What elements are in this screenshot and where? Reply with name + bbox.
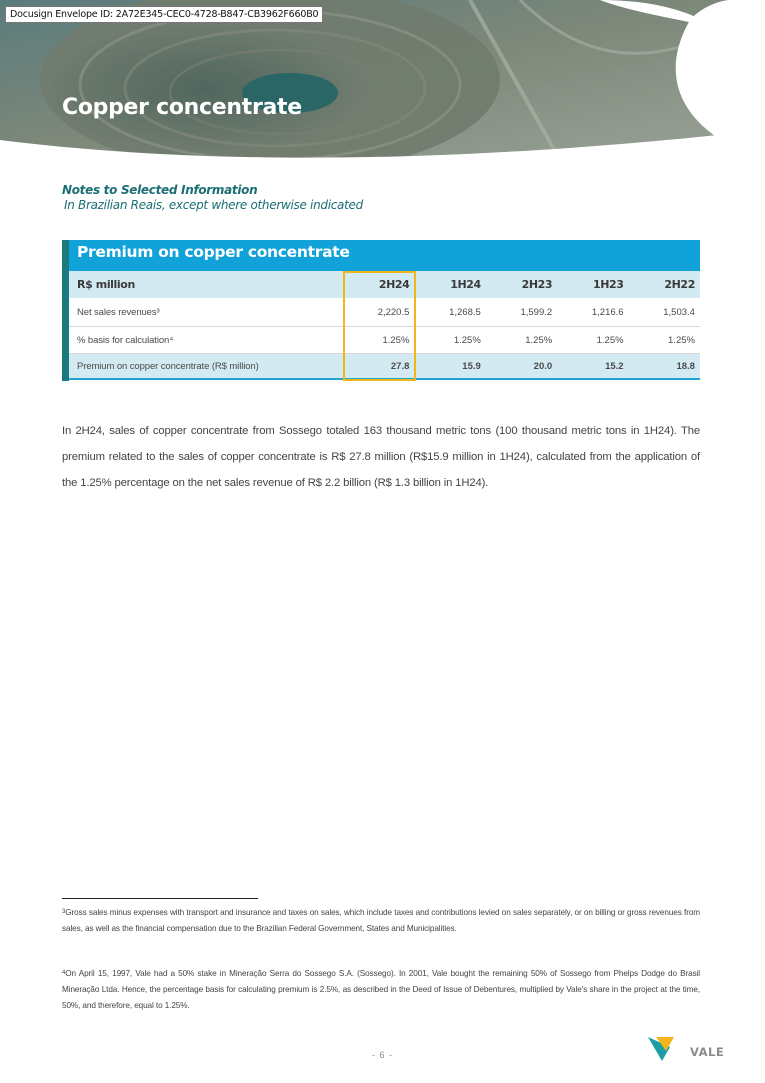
column-header-label: R$ million [77, 278, 135, 291]
table-cell: 1.25% [382, 334, 410, 346]
table-cell: 1,599.2 [520, 306, 553, 318]
footnote-rule [62, 898, 258, 899]
row-label: % basis for calculation⁴ [77, 334, 174, 346]
table-accent-bar [62, 240, 69, 381]
header-banner [0, 0, 765, 160]
table-cell: 1.25% [525, 334, 553, 346]
footnote-text: On April 15, 1997, Vale had a 50% stake in Mineração Serra do Sossego S.A. (Sossego). In 2001, Vale bought the remaining 50% of Sossego from Phelps Dodge do Brasil Mineração Ltda. Hence, the percentage basis for calculating premium is 2.5%, as described in the Deed of Issue of Debentures, multiplied by Vale's share in the project at the time, 50%, and therefore, equal to 1.25%. [62, 969, 700, 1010]
table-cell: 1.25% [668, 334, 695, 346]
row-label: Net sales revenues³ [77, 306, 160, 318]
column-header: 2H22 [664, 278, 695, 291]
footnote-text: Gross sales minus expenses with transport and insurance and taxes on sales, which include taxes and contributions levied on sales separately, or on billing or gross revenues from sales, as well as the financial compensation due to the Brazilian Federal Government, States and Municipalities. [62, 908, 700, 933]
footnote-mark: 4 [62, 970, 66, 976]
footnote-mark: 3 [62, 909, 66, 915]
vale-logo-text: VALE [690, 1045, 725, 1059]
notes-subtitle: In Brazilian Reais, except where otherwise indicated [64, 198, 363, 212]
page-title: Copper concentrate [62, 95, 302, 120]
column-header: 1H24 [450, 278, 481, 291]
table-cell: 18.8 [676, 360, 695, 372]
column-highlight-box [343, 271, 416, 381]
column-header: 2H24 [378, 278, 410, 291]
table-cell: 20.0 [533, 360, 553, 372]
table-cell: 15.9 [462, 360, 481, 372]
table-cell: 1.25% [453, 334, 481, 346]
table-cell: 1.25% [596, 334, 624, 346]
table-cell: 2,220.5 [377, 306, 410, 318]
docusign-envelope-id: Docusign Envelope ID: 2A72E345-CEC0-4728-B847-CB3962F660B0 [5, 6, 323, 23]
page-number: - 6 - [371, 1050, 393, 1060]
column-header: 2H23 [521, 278, 553, 291]
notes-title: Notes to Selected Information [62, 183, 258, 197]
mine-photo [0, 0, 765, 160]
row-label: Premium on copper concentrate (R$ million) [77, 360, 259, 372]
table-cell: 1,216.6 [591, 306, 624, 318]
table-cell: 1,503.4 [663, 306, 695, 318]
column-header: 1H23 [592, 278, 624, 291]
body-paragraph: In 2H24, sales of copper concentrate from Sossego totaled 163 thousand metric tons (100 thousand metric tons in 1H24). The premium related to the sales of copper concentrate is R$ 27.8 million (R$15.9 million in 1H24), calculated from the application of the 1.25% percentage on the net sales revenue of R$ 2.2 billion (R$ 1.3 billion in 1H24). [62, 425, 700, 489]
table-cell: 15.2 [605, 360, 624, 372]
table-cell: 27.8 [390, 360, 410, 372]
table-cell: 1,268.5 [449, 306, 481, 318]
table-heading: Premium on copper concentrate [69, 240, 700, 271]
footnote [62, 905, 700, 937]
footnote [62, 966, 700, 1014]
